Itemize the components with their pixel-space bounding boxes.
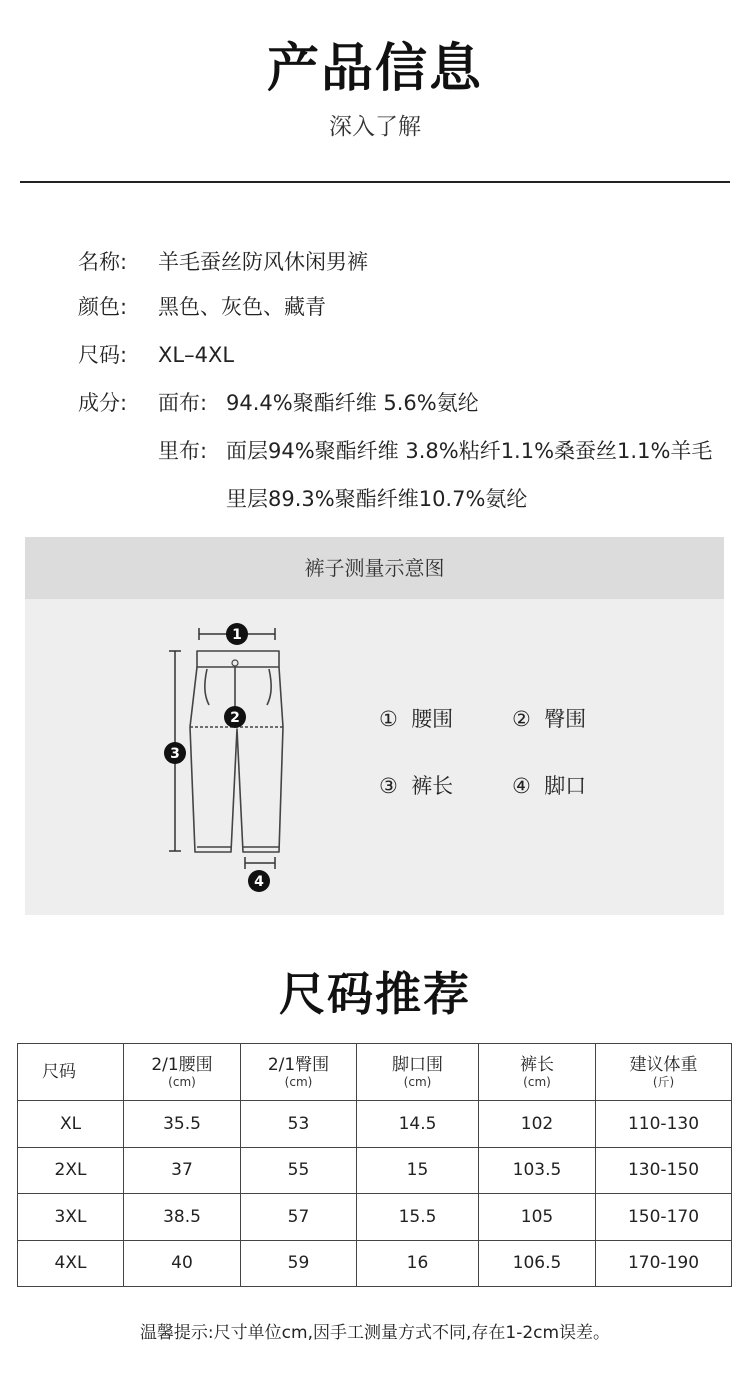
marker-4-label: 4 [254,874,264,890]
info-size-label: 尺码: [78,343,128,367]
info-color-label: 颜色: [78,295,128,319]
table-row [18,1240,732,1287]
measurement-note: 温馨提示:尺寸单位cm,因手工测量方式不同,存在1-2cm误差。 [139,1323,611,1343]
measurement-panel [25,537,724,915]
cell-hip: 53 [241,1101,357,1148]
divider [20,181,730,183]
info-name-label: 名称: [78,250,128,274]
cell-length: 106.5 [479,1240,596,1287]
size-section-title: 尺码推荐 [279,967,471,1021]
info-name-row [78,246,368,276]
page-subtitle: 深入了解 [329,114,421,140]
info-lining-value1: 面层94%聚酯纤维 3.8%粘纤1.1%桑蚕丝1.1%羊毛 [226,439,713,463]
marker-4 [248,870,270,892]
cell-size: XL [18,1101,124,1148]
info-lining-row [158,435,712,465]
info-lining-value2: 里层89.3%聚酯纤维10.7%氨纶 [226,487,528,511]
cell-waist: 38.5 [124,1194,241,1241]
cell-hip: 55 [241,1147,357,1194]
legend-hem-text: 脚口 [544,774,587,798]
cell-hip: 59 [241,1240,357,1287]
info-lining-label: 里布: [158,439,208,463]
header-weight: 建议体重 (斤) [596,1044,732,1101]
table-row [18,1101,732,1148]
legend-hem-num: ④ [512,774,531,798]
info-color-value: 黑色、灰色、藏青 [158,295,326,319]
pants-outline [190,651,283,852]
page-title: 产品信息 [266,39,483,99]
marker-2 [224,706,246,728]
marker-3-label: 3 [170,746,180,762]
diagram-title: 裤子测量示意图 [25,537,724,599]
info-outer-label: 面布: [158,391,208,415]
cell-length: 103.5 [479,1147,596,1194]
cell-size: 4XL [18,1240,124,1287]
cell-weight: 130-150 [596,1147,732,1194]
legend-length [379,770,453,800]
marker-2-label: 2 [230,710,240,726]
size-table [17,1043,732,1287]
info-name-value: 羊毛蚕丝防风休闲男裤 [158,250,368,274]
cell-length: 105 [479,1194,596,1241]
cell-weight: 110-130 [596,1101,732,1148]
table-row [18,1147,732,1194]
legend-hip [512,703,586,733]
legend-waist [379,703,453,733]
header-waist: 2/1腰围 (cm) [124,1044,241,1101]
cell-hem: 14.5 [357,1101,479,1148]
legend-waist-num: ① [379,707,398,731]
legend-length-num: ③ [379,774,398,798]
cell-size: 3XL [18,1194,124,1241]
cell-waist: 35.5 [124,1101,241,1148]
header-length: 裤长 (cm) [479,1044,596,1101]
info-color-row [78,291,326,321]
hem-arrow [245,857,275,869]
cell-weight: 150-170 [596,1194,732,1241]
cell-length: 102 [479,1101,596,1148]
marker-1-label: 1 [232,627,242,643]
header-hip: 2/1臀围 (cm) [241,1044,357,1101]
header-size: 尺码 [18,1044,124,1101]
size-table-header [18,1044,732,1101]
cell-weight: 170-190 [596,1240,732,1287]
legend-hem [512,770,586,800]
cell-hem: 15.5 [357,1194,479,1241]
info-outer-value: 94.4%聚酯纤维 5.6%氨纶 [226,391,479,415]
info-comp-row [78,387,479,417]
marker-3 [164,742,186,764]
info-comp-label: 成分: [78,391,128,415]
legend-length-text: 裤长 [411,774,454,798]
info-lining-row2 [226,483,527,513]
info-size-value: XL–4XL [158,343,235,367]
table-row [18,1194,732,1241]
legend-waist-text: 腰围 [411,707,454,731]
header-hem: 脚口围 (cm) [357,1044,479,1101]
info-size-row [78,339,234,369]
cell-hem: 16 [357,1240,479,1287]
marker-1 [226,623,248,645]
cell-size: 2XL [18,1147,124,1194]
cell-waist: 40 [124,1240,241,1287]
legend-hip-num: ② [512,707,531,731]
cell-hip: 57 [241,1194,357,1241]
pants-diagram [155,617,295,897]
cell-hem: 15 [357,1147,479,1194]
cell-waist: 37 [124,1147,241,1194]
legend-hip-text: 臀围 [544,707,587,731]
